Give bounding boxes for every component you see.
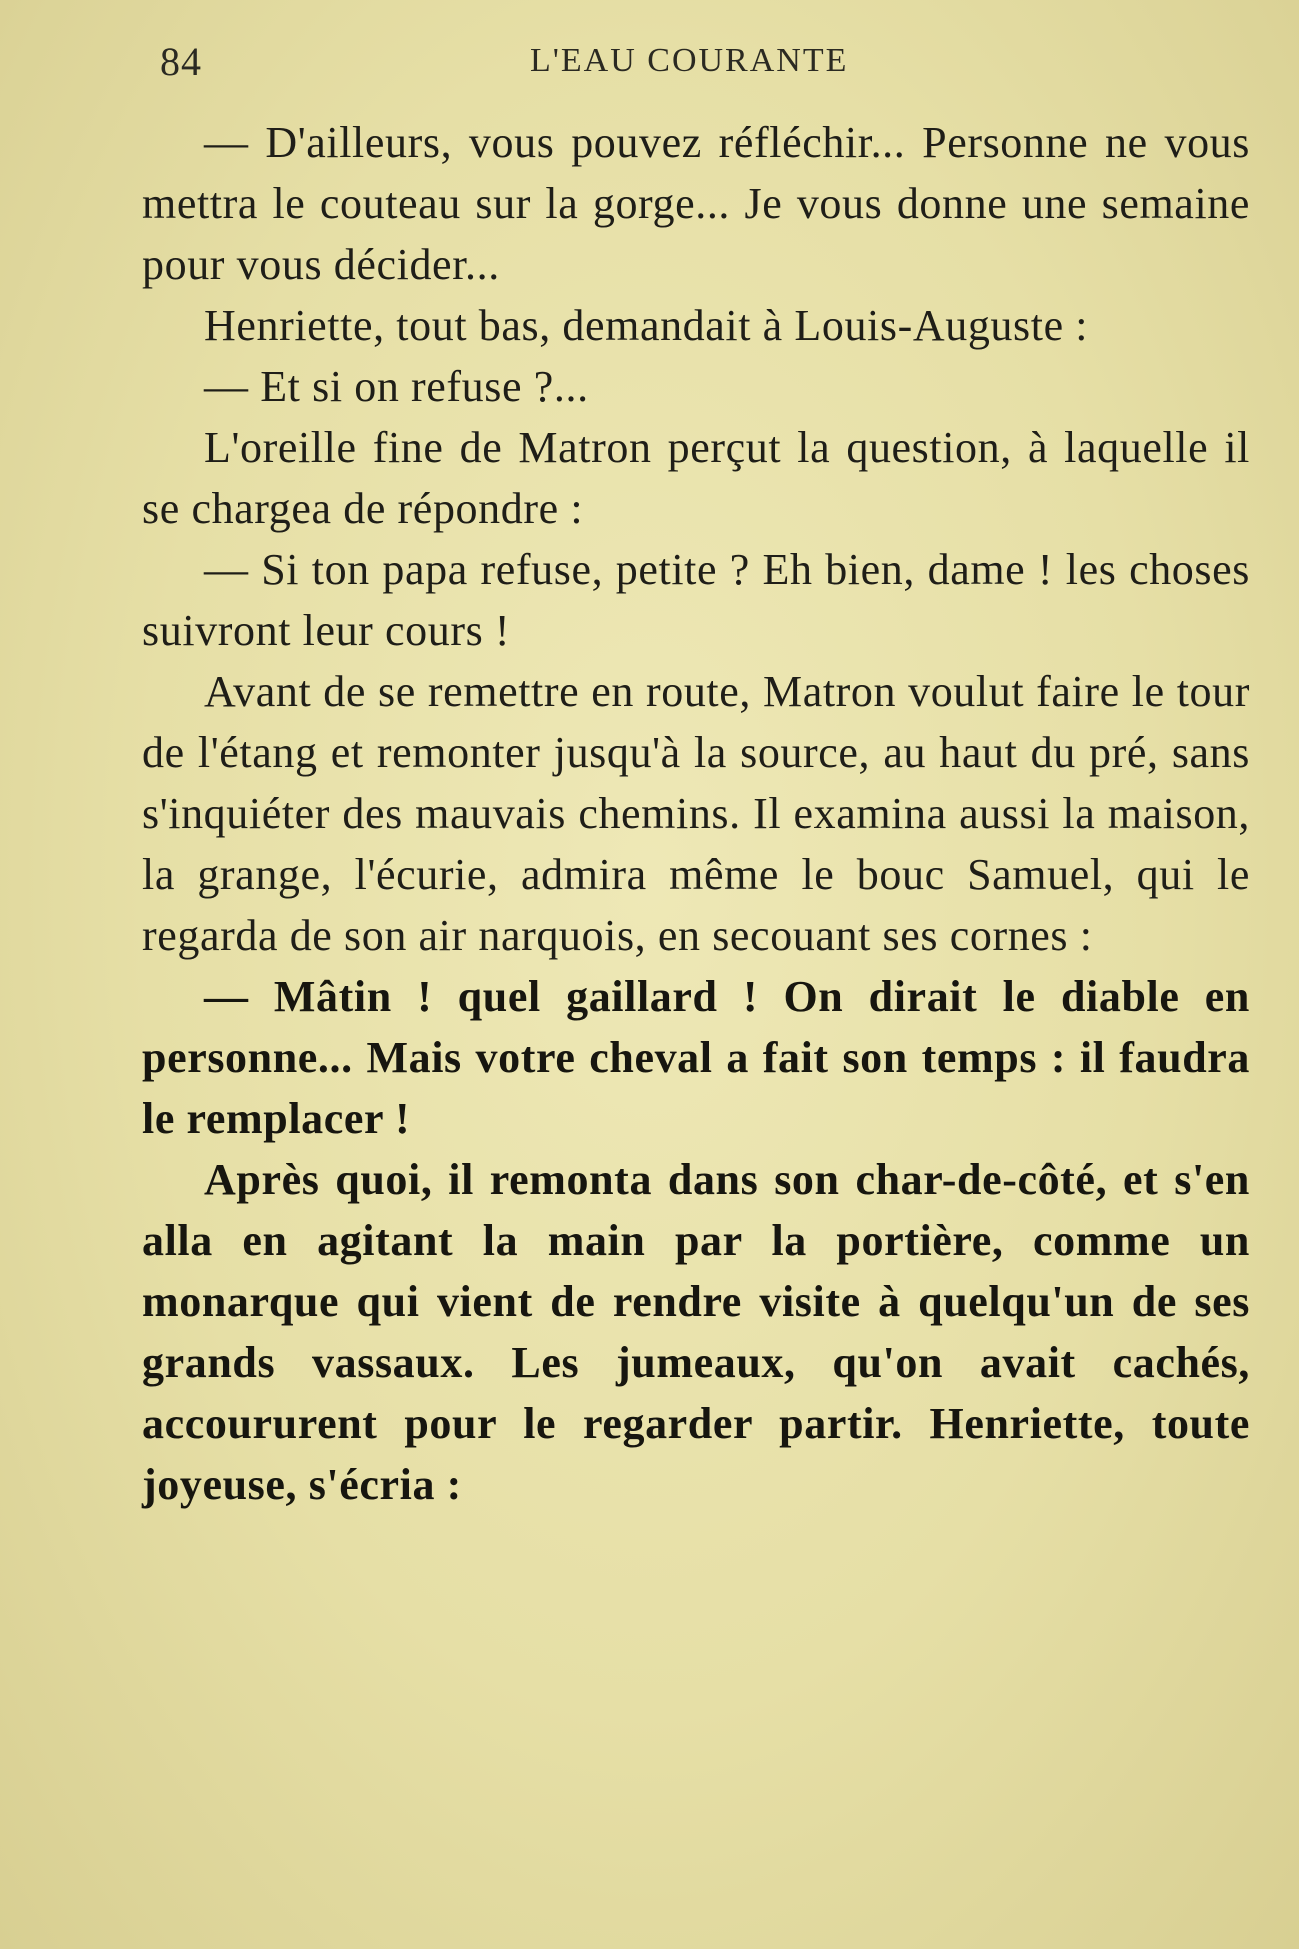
body-text [142, 112, 1250, 1515]
paragraph-8: Après quoi, il remonta dans son char-de-côté, et s'en alla en agitant la main par la portière, comme un monarque qui vient de rendre visite à quelqu'un de ses grands vassaux. Les jumeaux, qu'on avait cachés, accoururent pour le regarder partir. Henriette, toute joyeuse, s'écria : [142, 1155, 1250, 1509]
paragraph-3: — Et si on refuse ?... [204, 362, 589, 411]
paragraph-2: Henriette, tout bas, demandait à Louis-Auguste : [204, 301, 1089, 350]
page-header [160, 38, 1250, 88]
running-title: L'EAU COURANTE [530, 42, 849, 79]
paragraph-5: — Si ton papa refuse, petite ? Eh bien, dame ! les choses suivront leur cours ! [142, 545, 1250, 655]
paragraph-1: — D'ailleurs, vous pouvez réfléchir... Personne ne vous mettra le couteau sur la gorge... Je vous donne une semaine pour vous décider... [142, 118, 1250, 289]
paragraph-7: — Mâtin ! quel gaillard ! On dirait le diable en personne... Mais votre cheval a fait son temps : il faudra le remplacer ! [142, 972, 1250, 1143]
paragraph-6: Avant de se remettre en route, Matron voulut faire le tour de l'étang et remonter jusqu'à la source, au haut du pré, sans s'inquiéter des mauvais chemins. Il examina aussi la maison, la grange, l'écurie, admira même le bouc Samuel, qui le regarda de son air narquois, en secouant ses cornes : [142, 667, 1250, 960]
page-number: 84 [160, 39, 202, 84]
paragraph-4: L'oreille fine de Matron perçut la question, à laquelle il se chargea de répondre : [142, 423, 1250, 533]
